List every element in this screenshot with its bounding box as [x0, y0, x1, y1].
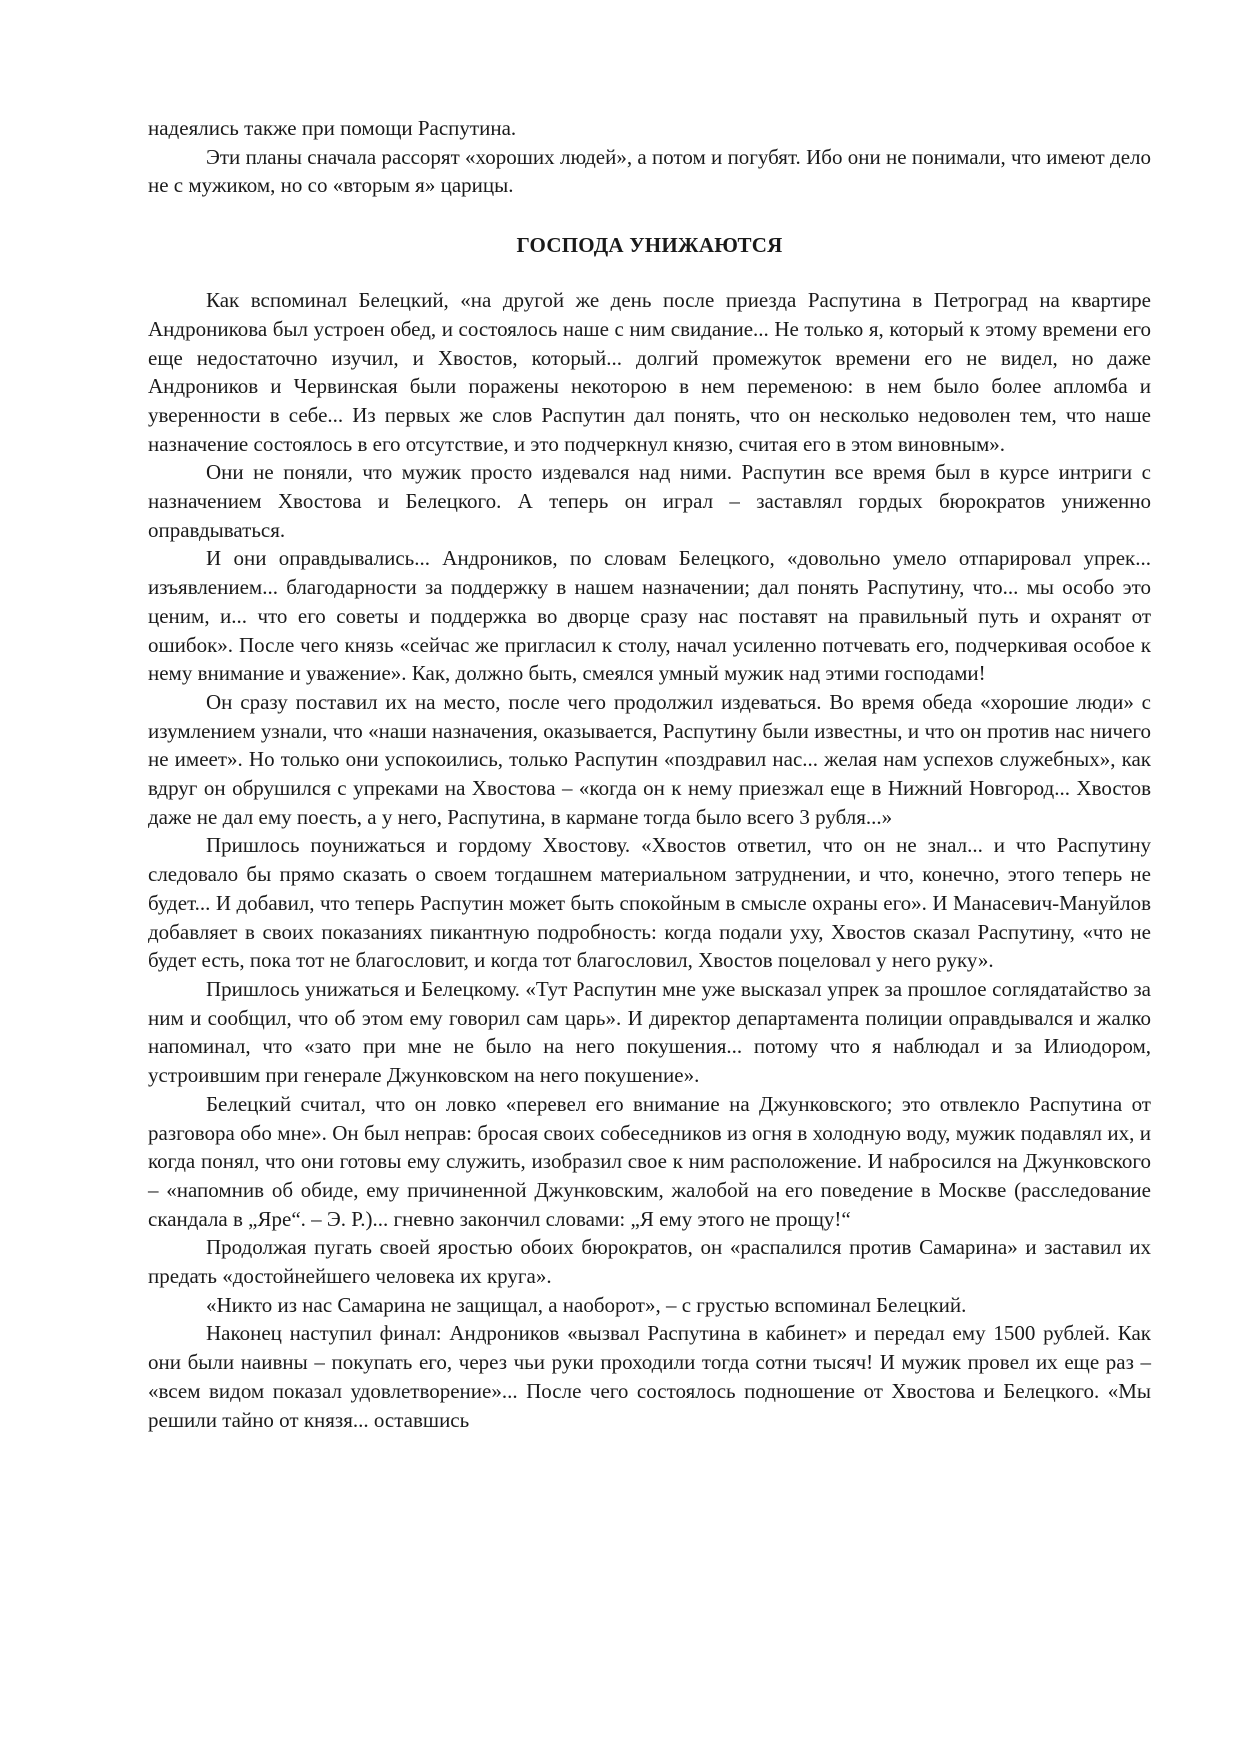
- paragraph: Они не поняли, что мужик просто издевался над ними. Распутин все время был в курсе интриги с назначением Хвостова и Белецкого. А теперь он играл – заставлял гордых бюрократов униженно оправдываться.: [148, 460, 1151, 542]
- paragraph: Как вспоминал Белецкий, «на другой же день после приезда Распутина в Петроград на квартире Андроникова был устроен обед, и состоялось наше с ним свидание... Не только я, который к этому времени его еще недостаточно изучил, и Хвостов, который... долгий промежуток времени его не видел, но даже Андроников и Червинская были поражены некоторою в нем переменою: в нем было более апломба и уверенности в себе... Из первых же слов Распутин дал понять, что он несколько недоволен тем, что наше назначение состоялось в его отсутствие, и это подчеркнул князю, считая его в этом виновным».: [148, 288, 1151, 456]
- paragraph: Белецкий считал, что он ловко «перевел его внимание на Джунковского; это отвлекло Распутина от разговора обо мне». Он был неправ: бросая своих собеседников из огня в холодную воду, мужик подавлял их, и когда понял, что они готовы ему служить, изобразил свое к ним расположение. И набросился на Джунковского – «напомнив об обиде, ему причиненной Джунковским, жалобой на его поведение в Москве (расследование скандала в „Яре“. – Э. Р.)... гневно закончил словами: „Я ему этого не прощу!“: [148, 1091, 1151, 1231]
- paragraph-continued: надеялись также при помощи Распутина.: [148, 116, 517, 140]
- paragraph: Пришлось унижаться и Белецкому. «Тут Распутин мне уже высказал упрек за прошлое соглядатайство за ним и сообщил, что об этом ему говорил сам царь». И директор департамента полиции оправдывался и жалко напоминал, что «зато при мне не было на него покушения... потому что я наблюдал и за Илиодором, устроившим при генерале Джунковском на него покушение».: [148, 976, 1151, 1088]
- page-text: [148, 114, 1151, 1434]
- paragraph: Он сразу поставил их на место, после чего продолжил издеваться. Во время обеда «хорошие люди» с изумлением узнали, что «наши назначения, оказывается, Распутину были известны, и что он против нас ничего не имеет». Но только они успокоились, только Распутин «поздравил нас... желая нам успехов служебных», как вдруг он обрушился с упреками на Хвостова – «когда он к нему приезжал еще в Нижний Новгород... Хвостов даже не дал ему поесть, а у него, Распутина, в кармане тогда было всего 3 рубля...»: [148, 689, 1151, 829]
- paragraph: «Никто из нас Самарина не защищал, а наоборот», – с грустью вспоминал Белецкий.: [206, 1292, 967, 1317]
- paragraph: Пришлось поунижаться и гордому Хвостову. «Хвостов ответил, что он не знал... и что Распутину следовало бы прямо сказать о своем тогдашнем материальном затруднении, и что, конечно, этого теперь не будет... И добавил, что теперь Распутин может быть спокойным в смысле охраны его». И Манасевич-Мануйлов добавляет в своих показаниях пикантную подробность: когда подали уху, Хвостов сказал Распутину, «что не будет есть, пока тот не благословит, и когда тот благословил, Хвостов поцеловал у него руку».: [148, 833, 1151, 973]
- paragraph: Наконец наступил финал: Андроников «вызвал Распутина в кабинет» и передал ему 1500 рублей. Как они были наивны – покупать его, через чьи руки проходили тогда сотни тысяч! И мужик провел их еще раз – «всем видом показал удовлетворение»... После чего состоялось подношение от Хвостова и Белецкого. «Мы решили тайно от князя... оставшись: [148, 1321, 1151, 1432]
- paragraph: И они оправдывались... Андроников, по словам Белецкого, «довольно умело отпарировал упрек... изъявлением... благодарности за поддержку в нашем назначении; дал понять Распутину, что... мы особо это ценим, и... что его советы и поддержка во дворце сразу нас поставят на правильный путь и охранят от ошибок». После чего князь «сейчас же пригласил к столу, начал усиленно потчевать его, подчеркивая особое к нему внимание и уважение». Как, должно быть, смеялся умный мужик над этими господами!: [148, 546, 1151, 686]
- paragraph: Продолжая пугать своей яростью обоих бюрократов, он «распалился против Самарина» и заставил их предать «достойнейшего человека их круга».: [148, 1235, 1151, 1289]
- section-heading: ГОСПОДА УНИЖАЮТСЯ: [516, 233, 783, 258]
- paragraph: Эти планы сначала рассорят «хороших людей», а потом и погубят. Ибо они не понимали, что имеют дело не с мужиком, но со «вторым я» царицы.: [148, 144, 1151, 198]
